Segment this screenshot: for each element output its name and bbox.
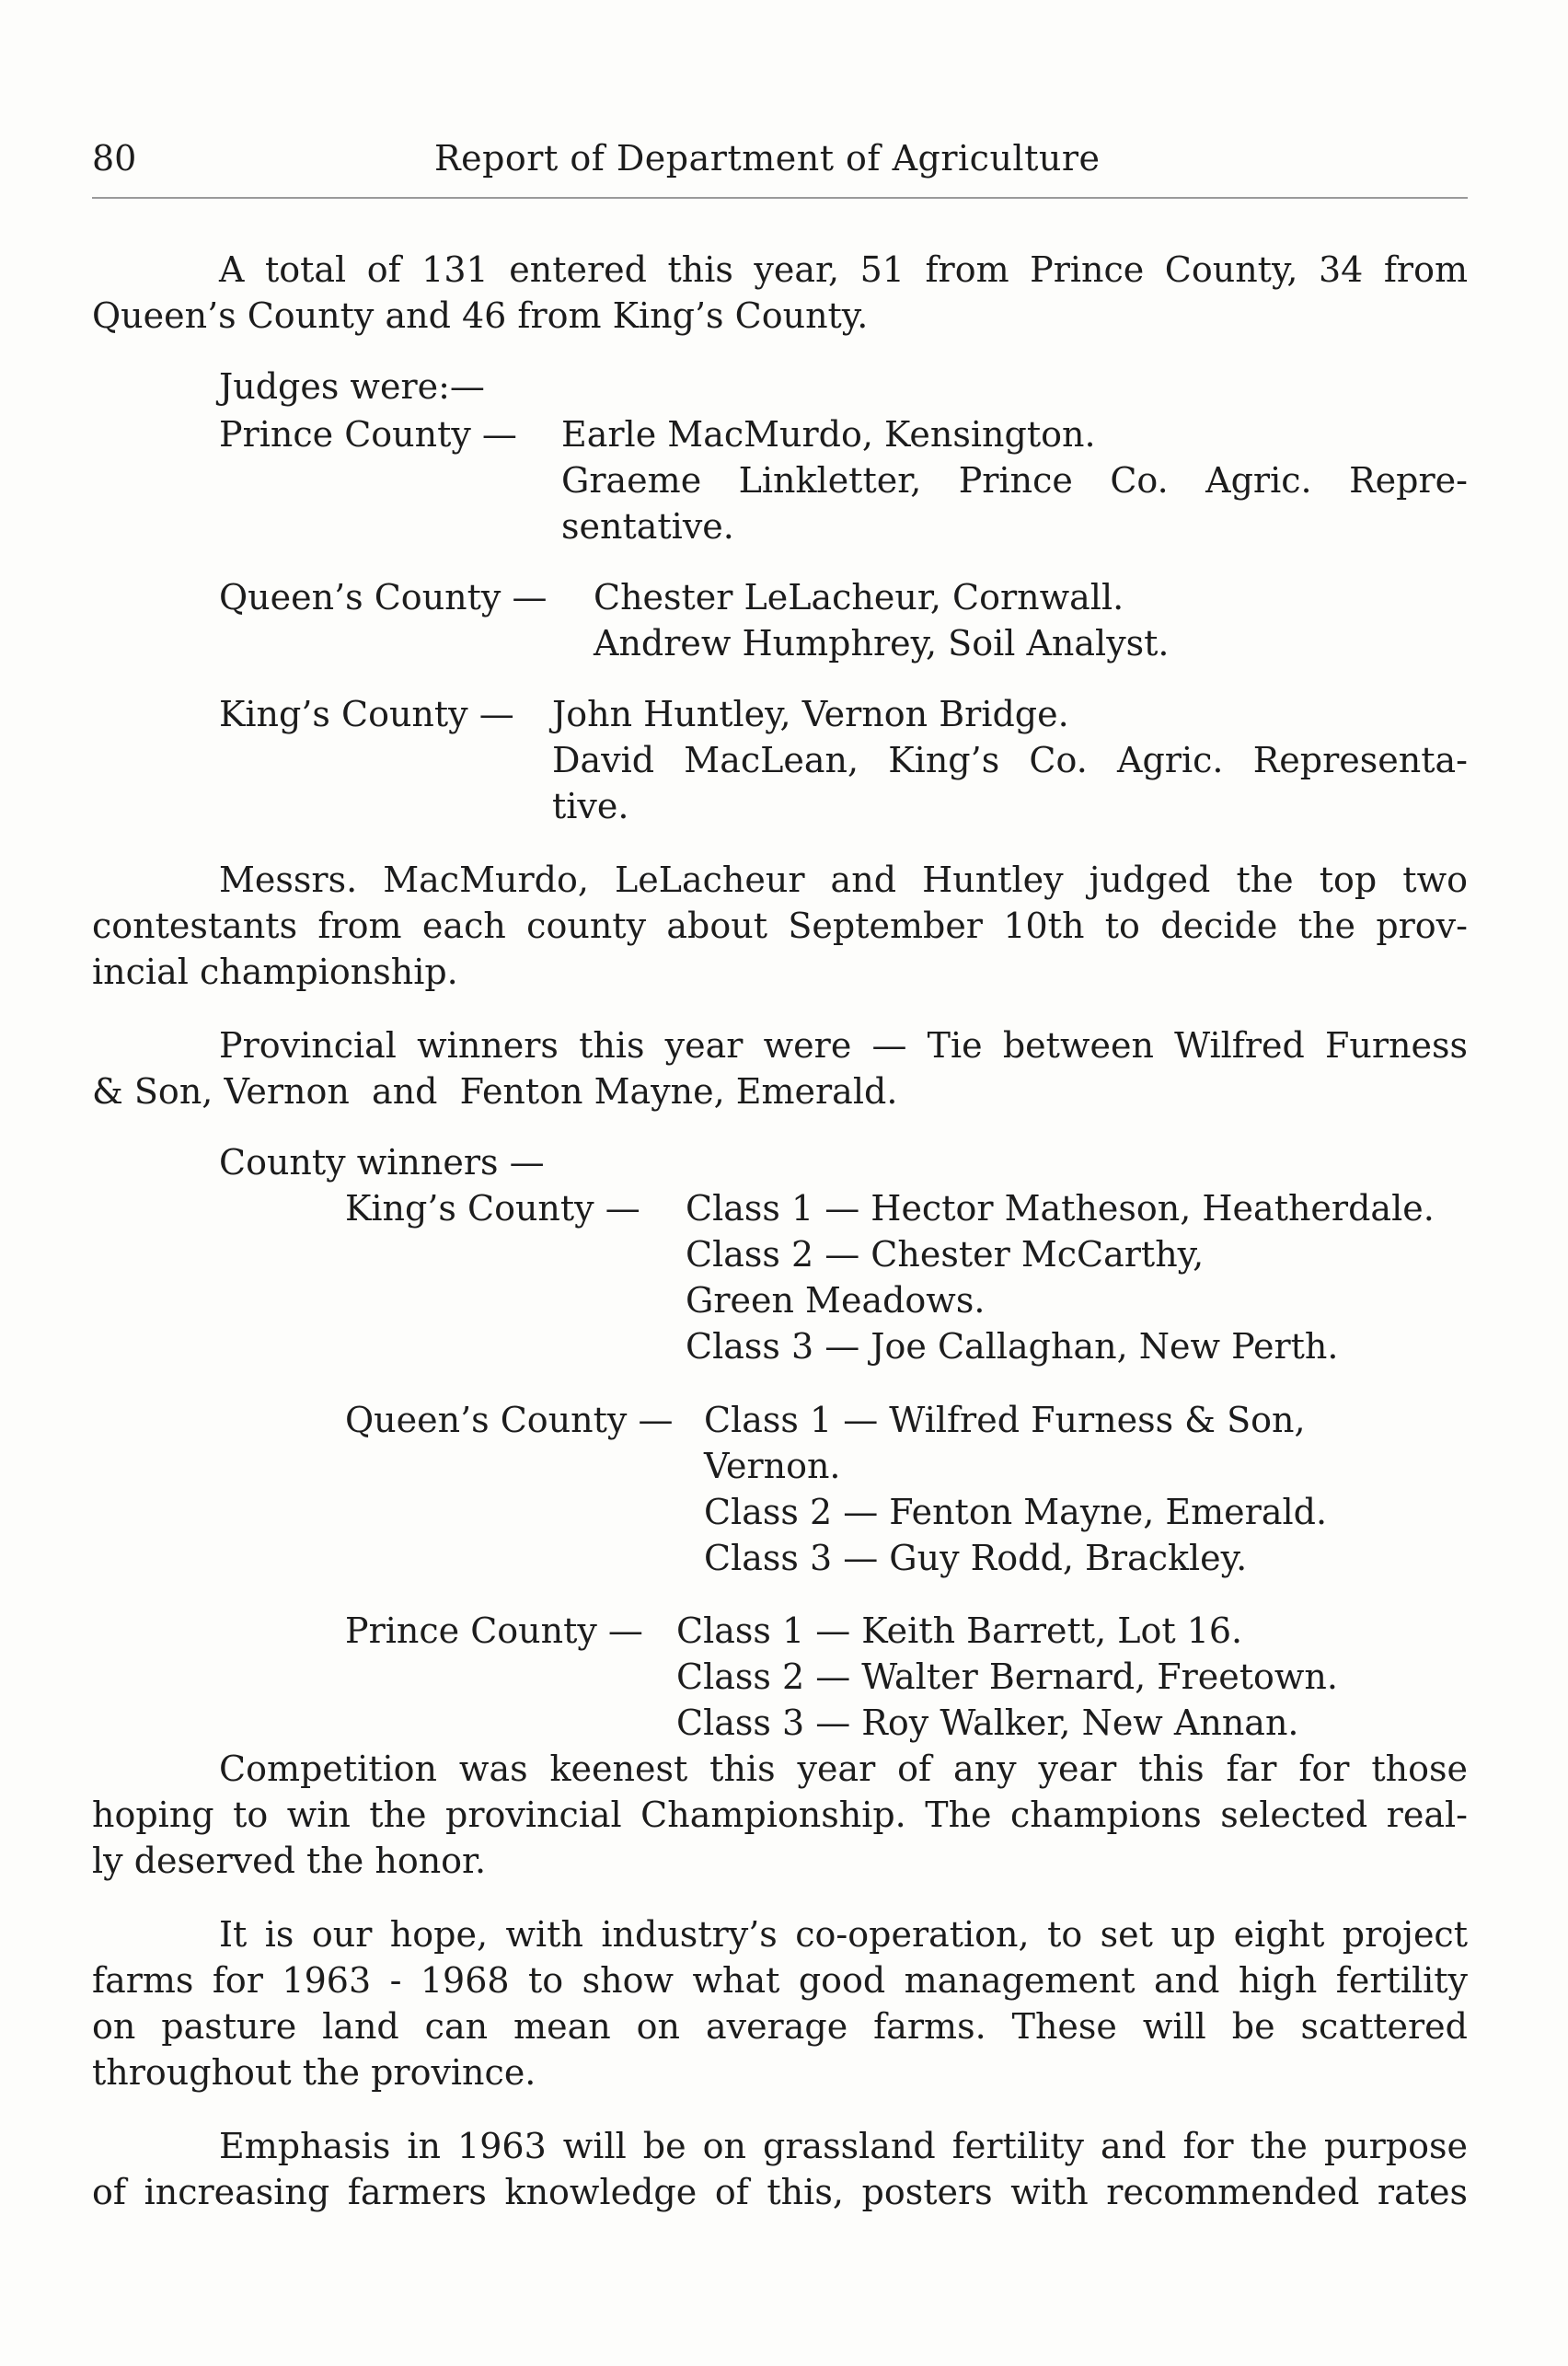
winner-kings-1: Class 1 — Hector Matheson, Heatherdale. <box>686 1188 1435 1229</box>
messrs-line-1: Messrs. MacMurdo, LeLacheur and Huntley judged the top two <box>219 860 1468 900</box>
messrs-line-2: contestants from each county about September 10th to decide the prov- <box>92 906 1468 946</box>
judge-kings-2: David MacLean, King’s Co. Agric. Representa- <box>552 740 1468 780</box>
winner-prince-3: Class 3 — Roy Walker, New Annan. <box>676 1702 1299 1743</box>
competition-line-3: ly deserved the honor. <box>92 1841 487 1881</box>
judges-prince-label: Prince County — <box>219 414 517 455</box>
messrs-line-3: incial championship. <box>92 952 458 992</box>
judges-kings-label: King’s County — <box>219 694 514 734</box>
page-header <box>92 129 1472 184</box>
judge-kings-3: tive. <box>552 786 629 826</box>
judges-heading: Judges were:— <box>219 366 485 407</box>
winner-prince-1: Class 1 — Keith Barrett, Lot 16. <box>676 1610 1243 1651</box>
judge-prince-3: sentative. <box>561 506 734 547</box>
winners-prince-label: Prince County — <box>345 1610 643 1651</box>
winners-queens-label: Queen’s County — <box>345 1400 674 1440</box>
provincial-line-1: Provincial winners this year were — Tie between Wilfred Furness <box>219 1025 1468 1066</box>
provincial-line-2: & Son, Vernon and Fenton Mayne, Emerald. <box>92 1071 898 1112</box>
hope-line-4: throughout the province. <box>92 2052 536 2093</box>
winner-queens-2: Vernon. <box>704 1446 841 1486</box>
competition-line-2: hoping to win the provincial Championship. The champions selected real- <box>92 1795 1468 1835</box>
intro-line-1: A total of 131 entered this year, 51 from Prince County, 34 from <box>219 249 1468 290</box>
header-rule <box>92 197 1468 199</box>
judge-prince-1: Earle MacMurdo, Kensington. <box>561 414 1096 455</box>
hope-line-2: farms for 1963 - 1968 to show what good management and high fertility <box>92 1960 1468 2001</box>
winners-kings-label: King’s County — <box>345 1188 640 1229</box>
winner-kings-3: Green Meadows. <box>686 1280 986 1321</box>
winner-prince-2: Class 2 — Walter Bernard, Freetown. <box>676 1656 1338 1697</box>
winner-queens-3: Class 2 — Fenton Mayne, Emerald. <box>704 1492 1328 1532</box>
page-number: 80 <box>92 138 137 179</box>
judges-queens-label: Queen’s County — <box>219 577 548 617</box>
competition-line-1: Competition was keenest this year of any year this far for those <box>219 1749 1468 1789</box>
judge-prince-2: Graeme Linkletter, Prince Co. Agric. Repre- <box>561 460 1468 501</box>
judge-queens-1: Chester LeLacheur, Cornwall. <box>594 577 1124 617</box>
winner-kings-4: Class 3 — Joe Callaghan, New Perth. <box>686 1326 1339 1367</box>
county-winners-heading: County winners — <box>219 1142 545 1183</box>
emphasis-line-2: of increasing farmers knowledge of this, posters with recommended rates <box>92 2172 1468 2212</box>
winner-kings-2: Class 2 — Chester McCarthy, <box>686 1234 1205 1275</box>
emphasis-line-1: Emphasis in 1963 will be on grassland fertility and for the purpose <box>219 2126 1468 2166</box>
hope-line-3: on pasture land can mean on average farms. These will be scattered <box>92 2006 1468 2047</box>
running-title: Report of Department of Agriculture <box>434 138 1101 179</box>
winner-queens-4: Class 3 — Guy Rodd, Brackley. <box>704 1538 1248 1578</box>
judge-kings-1: John Huntley, Vernon Bridge. <box>552 694 1069 734</box>
winner-queens-1: Class 1 — Wilfred Furness & Son, <box>704 1400 1306 1440</box>
judge-queens-2: Andrew Humphrey, Soil Analyst. <box>594 623 1170 664</box>
hope-line-1: It is our hope, with industry’s co-operation, to set up eight project <box>219 1914 1468 1955</box>
intro-line-2: Queen’s County and 46 from King’s County. <box>92 295 869 336</box>
